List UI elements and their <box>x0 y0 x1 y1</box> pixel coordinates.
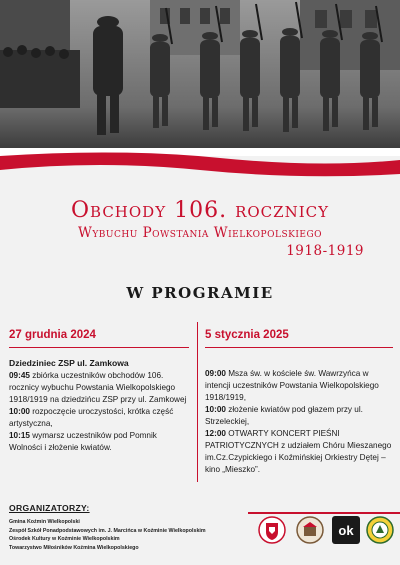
schedule-item <box>205 404 393 428</box>
schedule-item <box>9 370 189 406</box>
organizer-item: Zespół Szkół Ponadpodstawowych im. J. Marcińca w Koźminie Wielkopolskim <box>9 527 206 534</box>
schedule-item <box>205 368 393 404</box>
organizer-item: Ośrodek Kultury w Koźminie Wielkopolskim <box>9 536 120 542</box>
date-underline <box>205 347 393 348</box>
logo-letters: ok <box>338 522 354 538</box>
footer-accent-line <box>248 512 400 514</box>
page-subtitle: Wybuchu Powstania Wielkopolskiego <box>77 225 323 241</box>
ok-culture-center-icon <box>332 516 360 544</box>
schedule-time: 10:15 <box>9 431 30 440</box>
organizers-list <box>9 518 254 552</box>
schedule-text: OTWARTY KONCERT PIEŚNI PATRIOTYCZNYCH z udziałem Chóru Mieszanego im.Cz.Czypickiego i Koźmińskiej Orkiestry Dętej – kino „Mieszko”. <box>205 429 392 474</box>
schedule-text: złożenie kwiatów pod głazem przy ul. Strzeleckiej, <box>205 405 363 426</box>
organizer-item: Towarzystwo Miłośników Koźmina Wielkopolskiego <box>9 544 139 551</box>
program-heading: W PROGRAMIE <box>126 284 274 302</box>
schedule-item <box>9 406 189 430</box>
event-venue: Dziedziniec ZSP ul. Zamkowa <box>9 358 129 368</box>
school-emblem-icon <box>296 516 324 544</box>
schedule-text: rozpoczęcie uroczystości, krótka część artystyczna, <box>9 407 174 428</box>
schedule-text: wymarsz uczestników pod Pomnik Wolności i złożenie kwiatów. <box>9 431 157 452</box>
column-divider <box>197 322 198 482</box>
schedule-time: 10:00 <box>9 407 30 416</box>
society-emblem-icon <box>366 516 394 544</box>
page-title: Obchody 106. rocznicy <box>70 198 329 223</box>
schedule-time: 12:00 <box>205 429 226 438</box>
historical-parade-photo <box>0 0 400 150</box>
schedule-time: 09:00 <box>205 369 226 378</box>
coat-of-arms-icon <box>258 516 286 544</box>
schedule-text: zbiórka uczestników obchodów 106. rocznicy wybuchu Powstania Wielkopolskiego 1918/1919 na dziedzińcu ZSP przy ul. Zamkowej <box>9 371 187 404</box>
title-years: 1918-1919 <box>286 243 364 259</box>
event-date: 27 grudnia 2024 <box>9 329 96 341</box>
schedule-time: 09:45 <box>9 371 30 380</box>
schedule-item <box>9 430 189 454</box>
red-white-flag-band <box>0 148 400 178</box>
organizers-label: ORGANIZATORZY: <box>9 503 90 513</box>
organizer-item: Gmina Koźmin Wielkopolski <box>9 519 80 525</box>
schedule-item <box>205 428 393 476</box>
event-date: 5 stycznia 2025 <box>205 329 289 341</box>
schedule-column-day1 <box>9 328 189 454</box>
schedule-time: 10:00 <box>205 405 226 414</box>
schedule-text: Msza św. w kościele św. Wawrzyńca w intencji uczestników Powstania Wielkopolskiego 1918/1919, <box>205 369 379 402</box>
schedule-column-day2 <box>205 328 393 476</box>
date-underline <box>9 347 189 348</box>
